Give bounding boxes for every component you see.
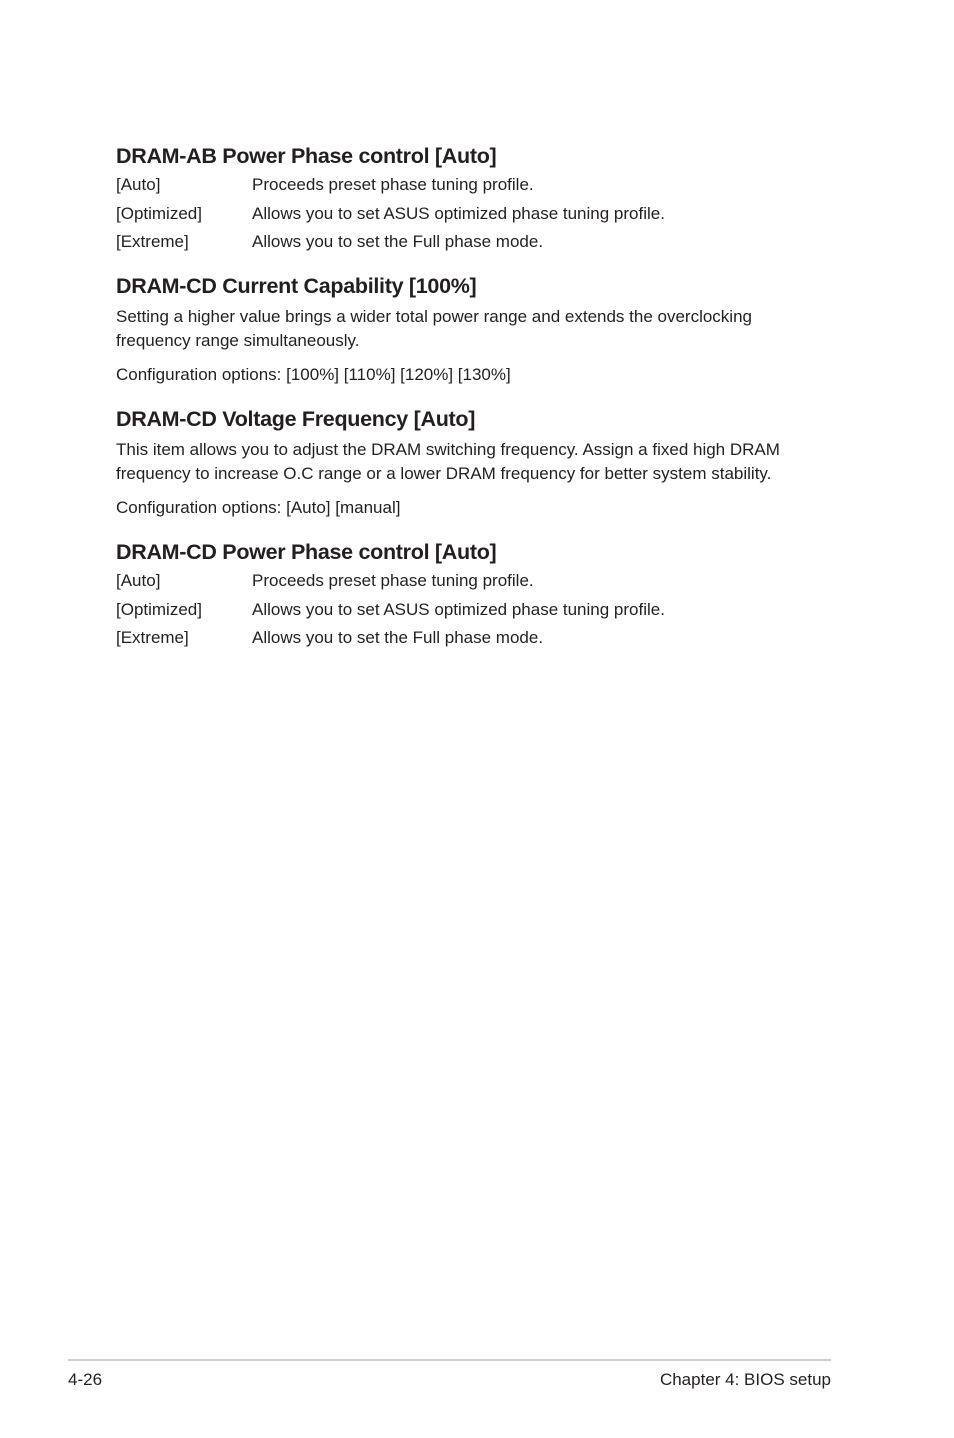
section-dram-cd-current-capability <box>116 273 816 385</box>
option-key: [Extreme] <box>116 232 189 251</box>
option-description: Proceeds preset phase tuning profile. <box>252 571 534 590</box>
option-key: [Extreme] <box>116 628 189 647</box>
section-description: This item allows you to adjust the DRAM switching frequency. Assign a fixed high DRAM frequency to increase O.C range or a lower DRAM frequency for better system stability. <box>116 440 780 483</box>
option-description: Allows you to set the Full phase mode. <box>252 232 544 251</box>
footer-divider <box>68 1359 831 1361</box>
section-description: Setting a higher value brings a wider total power range and extends the overclocking frequency range simultaneously. <box>116 307 752 350</box>
option-row <box>116 571 816 591</box>
configuration-options: Configuration options: [100%] [110%] [120%] [130%] <box>116 365 511 384</box>
option-key: [Auto] <box>116 175 161 194</box>
option-description: Allows you to set ASUS optimized phase tuning profile. <box>252 599 665 619</box>
section-dram-cd-power-phase <box>116 539 816 648</box>
configuration-options: Configuration options: [Auto] [manual] <box>116 498 401 517</box>
chapter-title: Chapter 4: BIOS setup <box>659 1370 831 1389</box>
option-description: Allows you to set the Full phase mode. <box>252 628 544 647</box>
section-title: DRAM-CD Current Capability [100%] <box>116 274 477 298</box>
section-title: DRAM-CD Power Phase control [Auto] <box>116 540 497 564</box>
option-description: Proceeds preset phase tuning profile. <box>252 175 534 194</box>
option-row <box>116 175 816 195</box>
option-key: [Optimized] <box>116 203 202 223</box>
option-row <box>116 232 816 252</box>
option-row <box>116 628 816 648</box>
section-title: DRAM-CD Voltage Frequency [Auto] <box>116 407 476 431</box>
section-dram-cd-voltage-frequency <box>116 406 816 518</box>
option-key: [Auto] <box>116 571 161 590</box>
section-title: DRAM-AB Power Phase control [Auto] <box>116 144 497 168</box>
page-content <box>116 143 816 669</box>
option-description: Allows you to set ASUS optimized phase tuning profile. <box>252 203 665 223</box>
page-number: 4-26 <box>68 1370 103 1389</box>
section-dram-ab-power-phase <box>116 143 816 252</box>
option-row <box>116 600 816 620</box>
option-row <box>116 204 816 224</box>
option-key: [Optimized] <box>116 599 202 619</box>
